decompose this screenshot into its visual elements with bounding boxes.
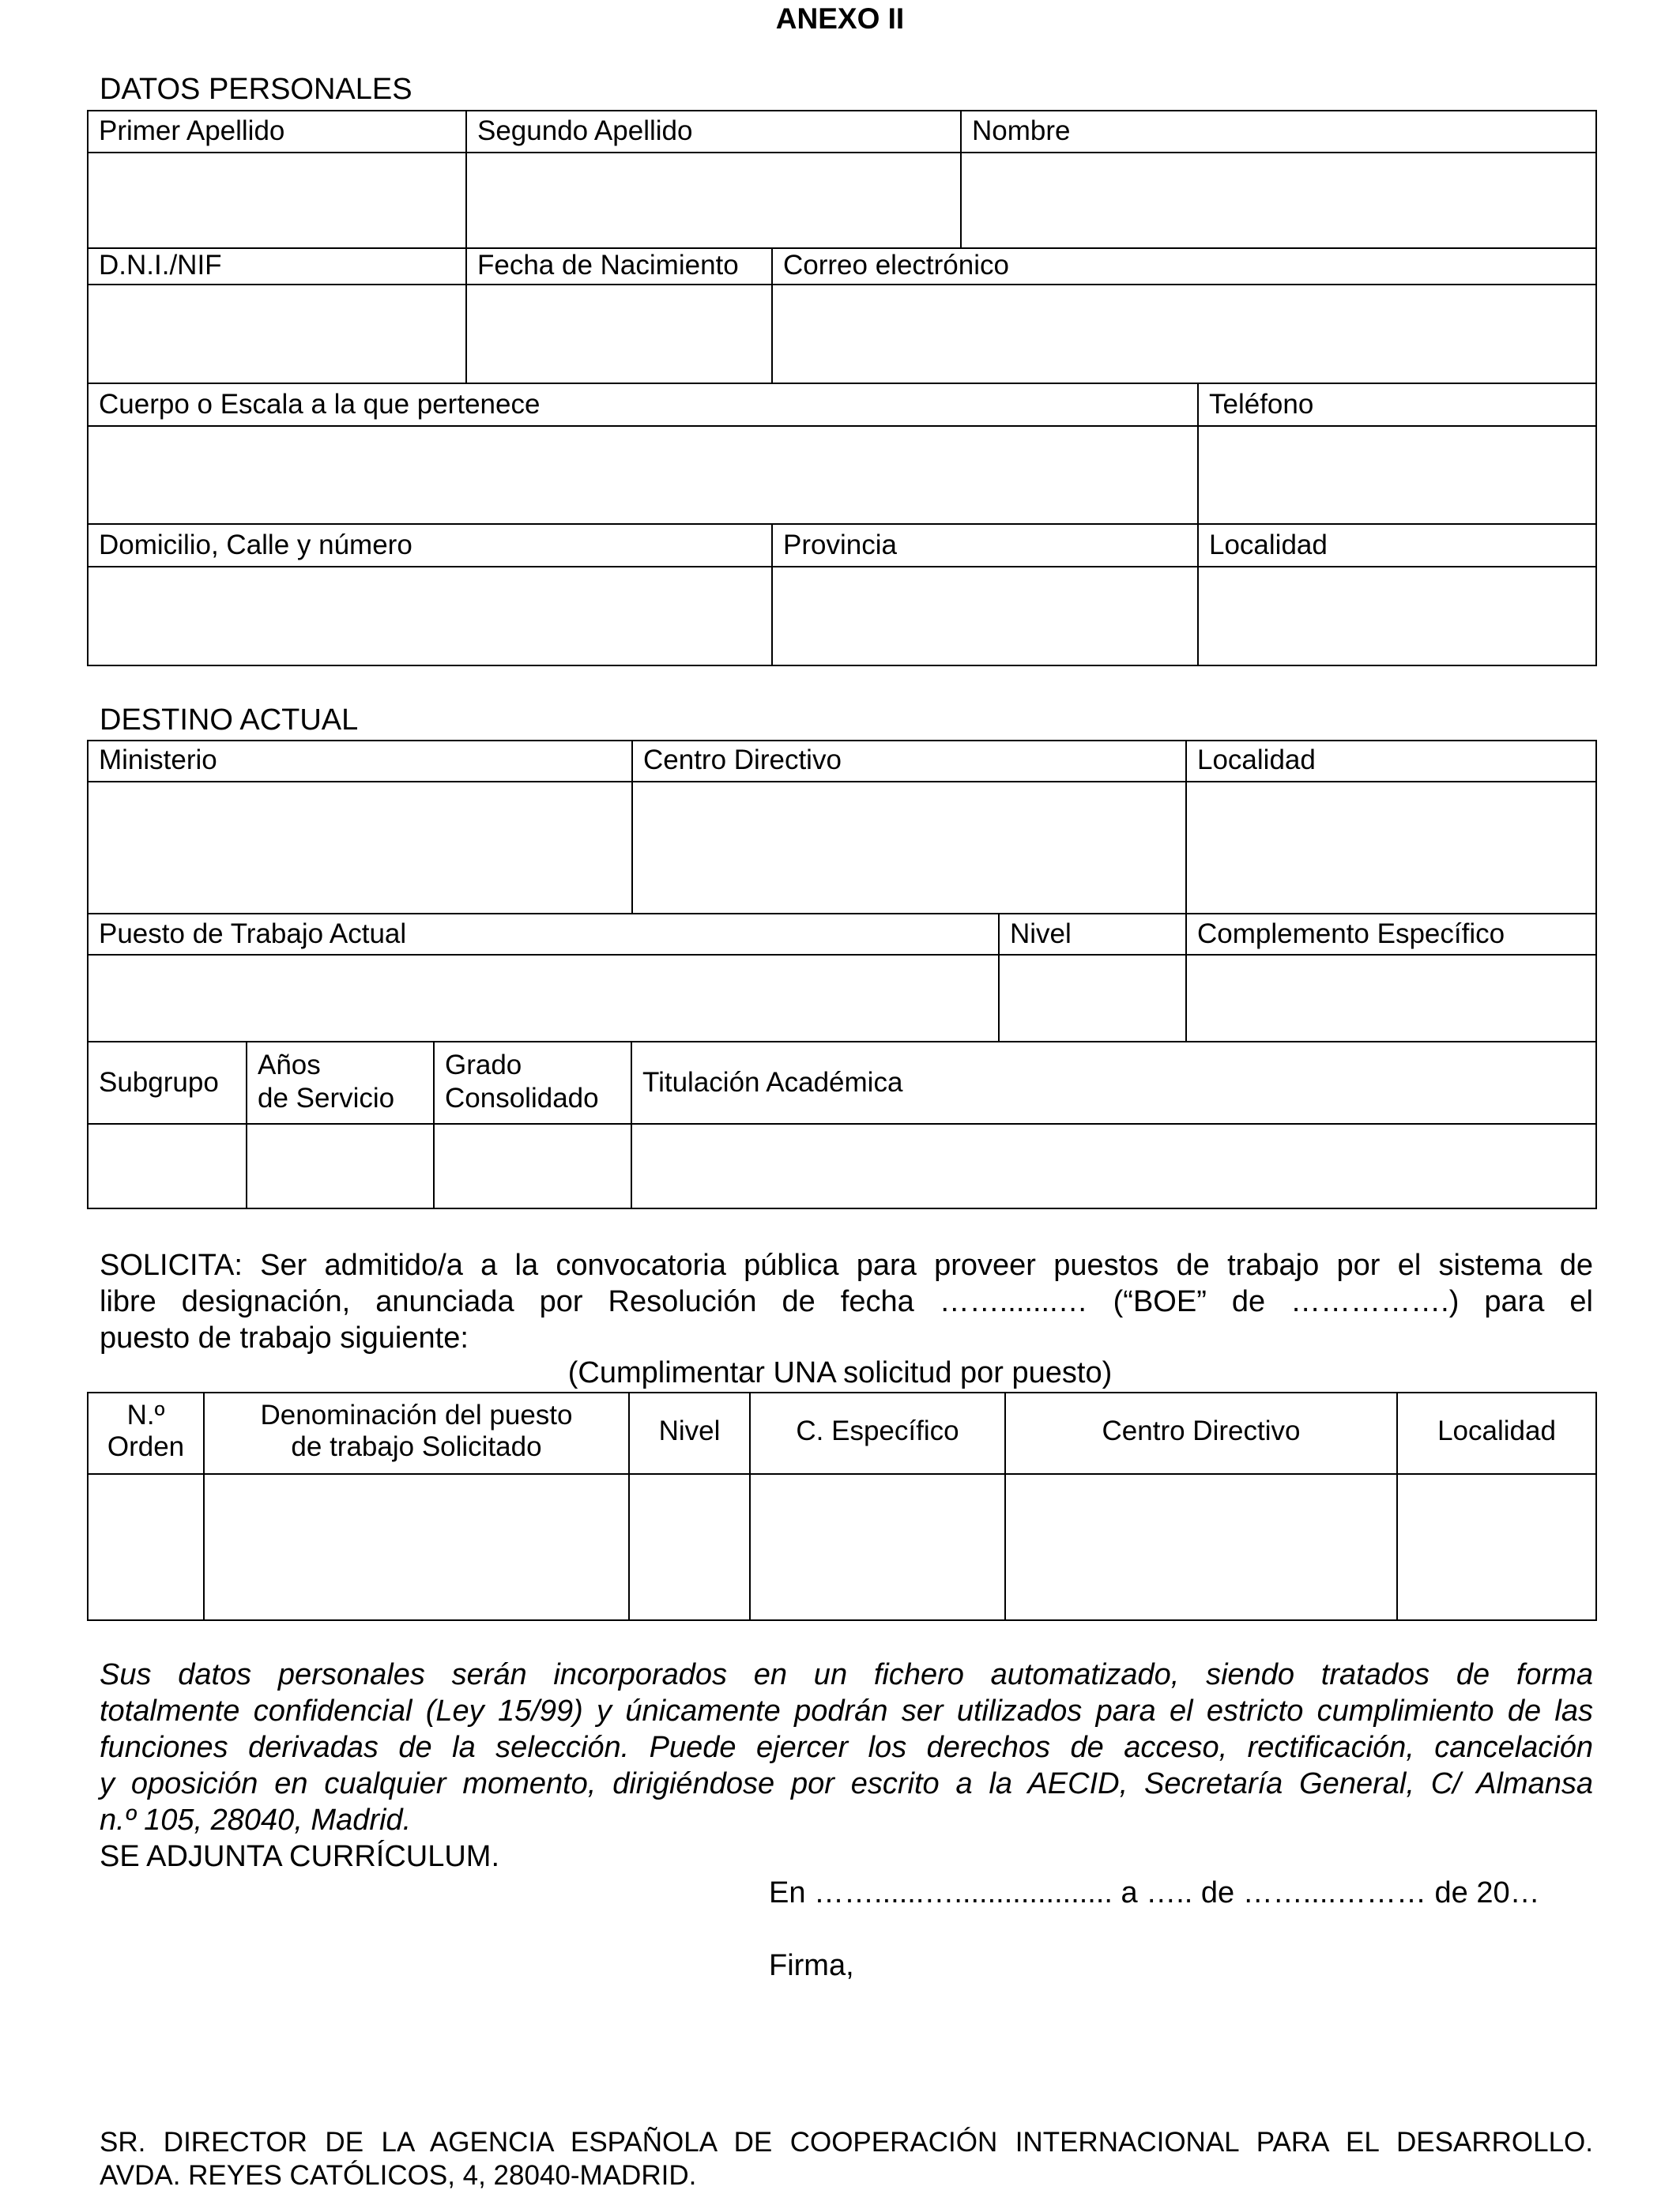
one-request-note: (Cumplimentar UNA solicitud por puesto) xyxy=(567,1356,1113,1389)
place-date-line[interactable]: En ……......…................... a ….. de ……....……… de 20… xyxy=(769,1876,1540,1909)
label-nombre: Nombre xyxy=(972,115,1071,146)
field-localidad-solicitada[interactable] xyxy=(1398,1475,1595,1619)
label-titulacion: Titulación Académica xyxy=(642,1067,903,1098)
field-fecha-nacimiento[interactable] xyxy=(467,285,771,383)
field-anos-servicio[interactable] xyxy=(247,1125,433,1208)
label-primer-apellido: Primer Apellido xyxy=(99,115,285,146)
label-dni: D.N.I./NIF xyxy=(99,250,222,281)
field-ministerio[interactable] xyxy=(89,782,631,913)
addressee-line-1: SR. DIRECTOR DE LA AGENCIA ESPAÑOLA DE COOPERACIÓN INTERNACIONAL PARA EL DESARROLLO. xyxy=(100,2127,1593,2158)
label-subgrupo: Subgrupo xyxy=(99,1067,219,1098)
label-cuerpo-escala: Cuerpo o Escala a la que pertenece xyxy=(99,389,541,420)
section-heading-personal: DATOS PERSONALES xyxy=(100,73,412,106)
field-nombre[interactable] xyxy=(962,153,1595,247)
field-segundo-apellido[interactable] xyxy=(467,153,960,247)
request-line-2: libre designación, anunciada por Resolución de fecha …….......… (“BOE” de …………….) para el xyxy=(100,1285,1593,1318)
field-denominacion[interactable] xyxy=(205,1475,628,1619)
privacy-line-2: totalmente confidencial (Ley 15/99) y únicamente podrán ser utilizados para el estricto cumplimiento de las xyxy=(100,1695,1593,1728)
field-complemento[interactable] xyxy=(1187,956,1595,1041)
col-centro-directivo: Centro Directivo xyxy=(1102,1416,1301,1446)
field-dni[interactable] xyxy=(89,285,465,383)
col-nivel: Nivel xyxy=(658,1416,721,1446)
field-cuerpo-escala[interactable] xyxy=(89,427,1197,523)
privacy-notice xyxy=(100,1657,1593,1838)
signature-area[interactable] xyxy=(769,1988,1480,2090)
privacy-line-3: funciones derivadas de la selección. Puede ejercer los derechos de acceso, rectificación, cancelación xyxy=(100,1731,1593,1764)
label-grado-line1: Grado xyxy=(445,1050,522,1080)
field-nivel[interactable] xyxy=(1000,956,1185,1041)
label-fecha-nacimiento: Fecha de Nacimiento xyxy=(477,250,739,281)
label-telefono: Teléfono xyxy=(1209,389,1314,420)
col-orden-line2: Orden xyxy=(107,1431,185,1462)
field-provincia[interactable] xyxy=(773,567,1197,665)
privacy-line-5: n.º 105, 28040, Madrid. xyxy=(100,1804,412,1837)
label-centro-directivo: Centro Directivo xyxy=(643,745,842,775)
request-line-1: SOLICITA: Ser admitido/a a la convocatoria pública para proveer puestos de trabajo por el sistema de xyxy=(100,1249,1593,1282)
field-centro-solicitado[interactable] xyxy=(1006,1475,1396,1619)
privacy-line-4: y oposición en cualquier momento, dirigiéndose por escrito a la AECID, Secretaría General, C/ Almansa xyxy=(100,1767,1593,1800)
label-correo: Correo electrónico xyxy=(783,250,1009,281)
field-centro-directivo[interactable] xyxy=(633,782,1185,913)
field-grado-consolidado[interactable] xyxy=(435,1125,631,1208)
label-domicilio: Domicilio, Calle y número xyxy=(99,530,412,560)
field-localidad-destino[interactable] xyxy=(1187,782,1595,913)
col-especifico: C. Específico xyxy=(796,1416,959,1446)
label-grado-line2: Consolidado xyxy=(445,1083,599,1114)
request-paragraph xyxy=(100,1247,1593,1356)
label-provincia: Provincia xyxy=(783,530,897,560)
field-subgrupo[interactable] xyxy=(89,1125,246,1208)
signature-label: Firma, xyxy=(769,1949,854,1982)
field-localidad[interactable] xyxy=(1199,567,1595,665)
field-correo[interactable] xyxy=(773,285,1595,383)
label-anos-line2: de Servicio xyxy=(258,1083,395,1114)
label-segundo-apellido: Segundo Apellido xyxy=(477,115,693,146)
field-telefono[interactable] xyxy=(1199,427,1595,523)
page-title: ANEXO II xyxy=(775,2,905,35)
request-line-3: puesto de trabajo siguiente: xyxy=(100,1321,469,1355)
col-orden-line1: N.º xyxy=(126,1400,165,1431)
field-puesto-actual[interactable] xyxy=(89,956,998,1041)
label-localidad: Localidad xyxy=(1209,530,1328,560)
label-nivel: Nivel xyxy=(1010,918,1072,949)
col-localidad: Localidad xyxy=(1437,1416,1556,1446)
privacy-line-1: Sus datos personales serán incorporados en un fichero automatizado, siendo tratados de forma xyxy=(100,1658,1593,1691)
attach-cv-note: SE ADJUNTA CURRÍCULUM. xyxy=(100,1840,500,1873)
field-nivel-solicitado[interactable] xyxy=(630,1475,749,1619)
label-ministerio: Ministerio xyxy=(99,745,217,775)
field-titulacion[interactable] xyxy=(632,1125,1595,1208)
col-denominacion-line1: Denominación del puesto xyxy=(260,1400,573,1431)
col-denominacion-line2: de trabajo Solicitado xyxy=(291,1431,542,1462)
addressee-block xyxy=(100,2126,1593,2192)
label-complemento: Complemento Específico xyxy=(1197,918,1505,949)
field-especifico[interactable] xyxy=(751,1475,1004,1619)
section-heading-destino: DESTINO ACTUAL xyxy=(100,703,359,737)
label-puesto-actual: Puesto de Trabajo Actual xyxy=(99,918,407,949)
field-domicilio[interactable] xyxy=(89,567,771,665)
addressee-line-2: AVDA. REYES CATÓLICOS, 4, 28040-MADRID. xyxy=(100,2160,697,2191)
label-localidad-destino: Localidad xyxy=(1197,745,1316,775)
field-primer-apellido[interactable] xyxy=(89,153,465,247)
field-orden[interactable] xyxy=(89,1475,203,1619)
label-anos-line1: Años xyxy=(258,1050,321,1080)
